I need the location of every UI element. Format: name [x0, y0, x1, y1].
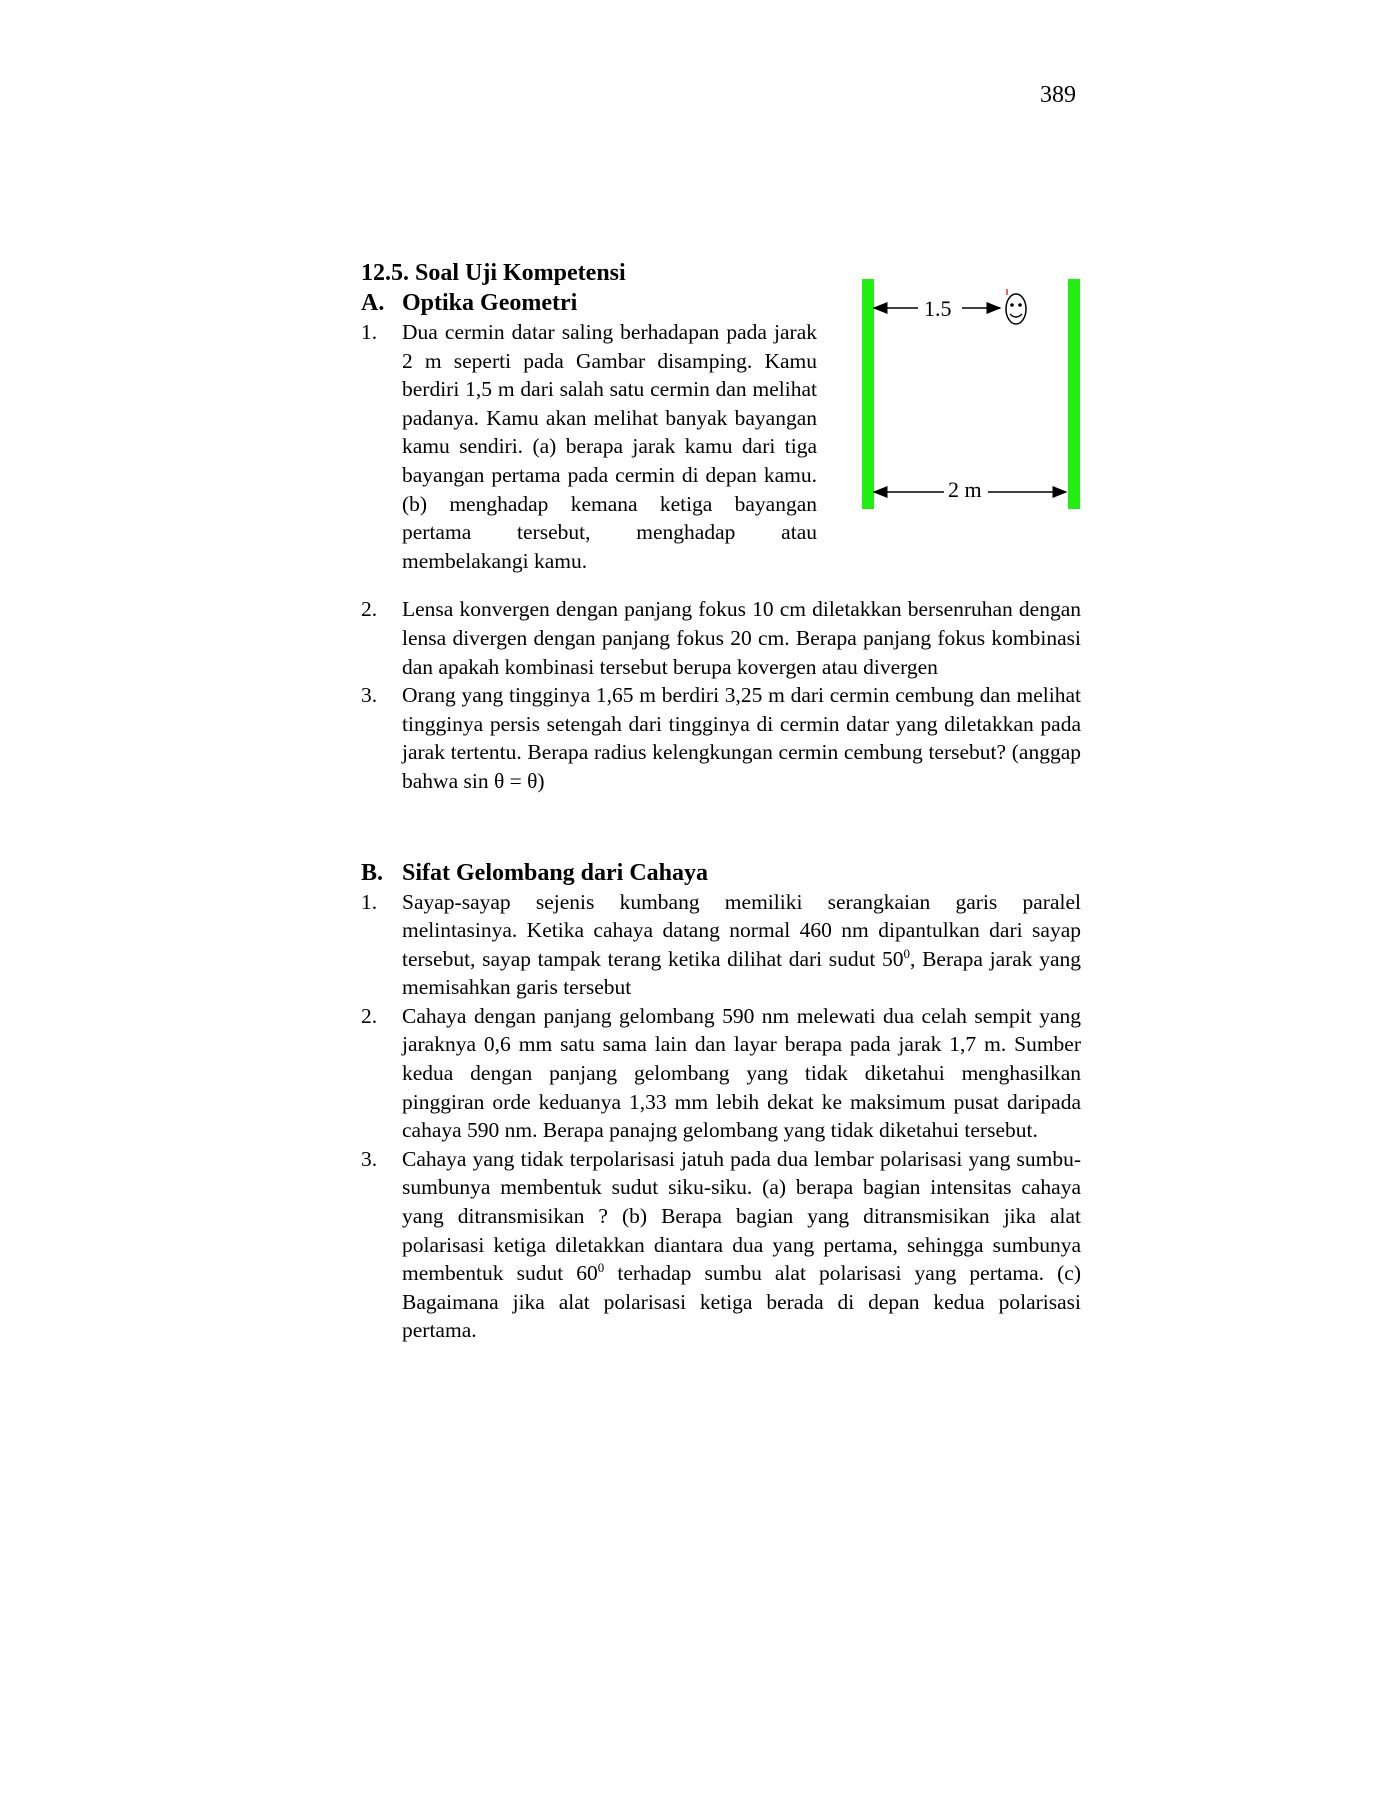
section-b-item-2 [361, 1002, 1081, 1145]
section-b-item-1 [361, 888, 1081, 1002]
section-b-heading [361, 858, 1081, 888]
item-text [402, 1145, 1081, 1345]
section-a-item-2 [361, 595, 1081, 681]
item-number: 3. [361, 1146, 378, 1171]
section-a-item-3 [361, 681, 1081, 795]
section-b-title: Sifat Gelombang dari Cahaya [402, 859, 709, 886]
degree-superscript: 0 [597, 1260, 605, 1276]
item-text: Cahaya dengan panjang gelombang 590 nm melewati dua celah sempit yang jaraknya 0,6 mm satu sama lain dan layar berapa pada jarak 1,7 m. Sumber kedua dengan panjang gelombang yang tidak diketahui menghasilkan pinggiran orde keduanya 1,33 mm lebih dekat ke maksimum pusat daripada cahaya 590 nm. Berapa panajng gelombang yang tidak diketahui tersebut. [402, 1003, 1081, 1143]
item-number: 3. [361, 683, 378, 708]
item-text [402, 888, 1081, 1002]
page-number: 389 [1040, 82, 1076, 108]
section-a-title: Optika Geometri [402, 290, 578, 316]
item-number: 2. [361, 597, 378, 622]
item-text: Dua cermin datar saling berhadapan pada jarak 2 m seperti pada Gambar disamping. Kamu berdiri 1,5 m dari salah satu cermin dan melihat padanya. Kamu akan melihat banyak bayangan kamu sendiri. (a) berapa jarak kamu dari tiga bayangan pertama pada cermin di depan kamu. (b) menghadap kemana ketiga bayangan pertama tersebut, menghadap atau membelakangi kamu. [402, 320, 817, 573]
item-text-part: Sayap-sayap sejenis kumbang memiliki serangkaian garis paralel melintasinya. Ketika cahaya datang normal 460 nm dipantulkan dari sayap tersebut, sayap tampak terang ketika dilihat dari sudut 50 [402, 889, 1081, 971]
section-a-label: A. [361, 290, 385, 316]
degree-superscript: 0 [903, 945, 911, 961]
item-number: 1. [361, 320, 378, 344]
mirror-distance-label: 2 m [948, 477, 982, 502]
section-b-item-3 [361, 1145, 1081, 1345]
mirrors-diagram [858, 275, 1084, 515]
item-number: 2. [361, 1003, 378, 1028]
smiley-face-icon [1006, 294, 1026, 324]
item-text-part: , Berapa jarak yang memisahkan garis tersebut [402, 946, 1082, 1000]
item-text-part: Cahaya yang tidak terpolarisasi jatuh pada dua lembar polarisasi yang sumbu-sumbunya membentuk sudut siku-siku. (a) berapa bagian intensitas cahaya yang ditransmisikan ? (b) Berapa bagian yang ditransmisikan jika alat polarisasi ketiga diletakkan diantara dua yang pertama, sehingga sumbunya membentuk sudut 60 [402, 1146, 1081, 1286]
item-number: 1. [361, 889, 378, 914]
section-b-label: B. [361, 859, 384, 886]
item-text: Orang yang tingginya 1,65 m berdiri 3,25 m dari cermin cembung dan melihat tingginya persis setengah dari tingginya di cermin datar yang diletakkan pada jarak tertentu. Berapa radius kelengkungan cermin cembung tersebut? (anggap bahwa sin θ = θ) [402, 683, 1081, 793]
item-text-part: terhadap sumbu alat polarisasi yang pertama. (c) Bagaimana jika alat polarisasi ketiga berada di depan kedua polarisasi pertama. [402, 1261, 1081, 1343]
section-heading: 12.5. Soal Uji Kompetensi [361, 260, 626, 286]
item-text: Lensa konvergen dengan panjang fokus 10 cm diletakkan bersenruhan dengan lensa divergen dengan panjang fokus 20 cm. Berapa panjang fokus kombinasi dan apakah kombinasi tersebut berupa kovergen atau divergen [402, 597, 1081, 679]
person-distance-label: 1.5 [924, 296, 952, 321]
